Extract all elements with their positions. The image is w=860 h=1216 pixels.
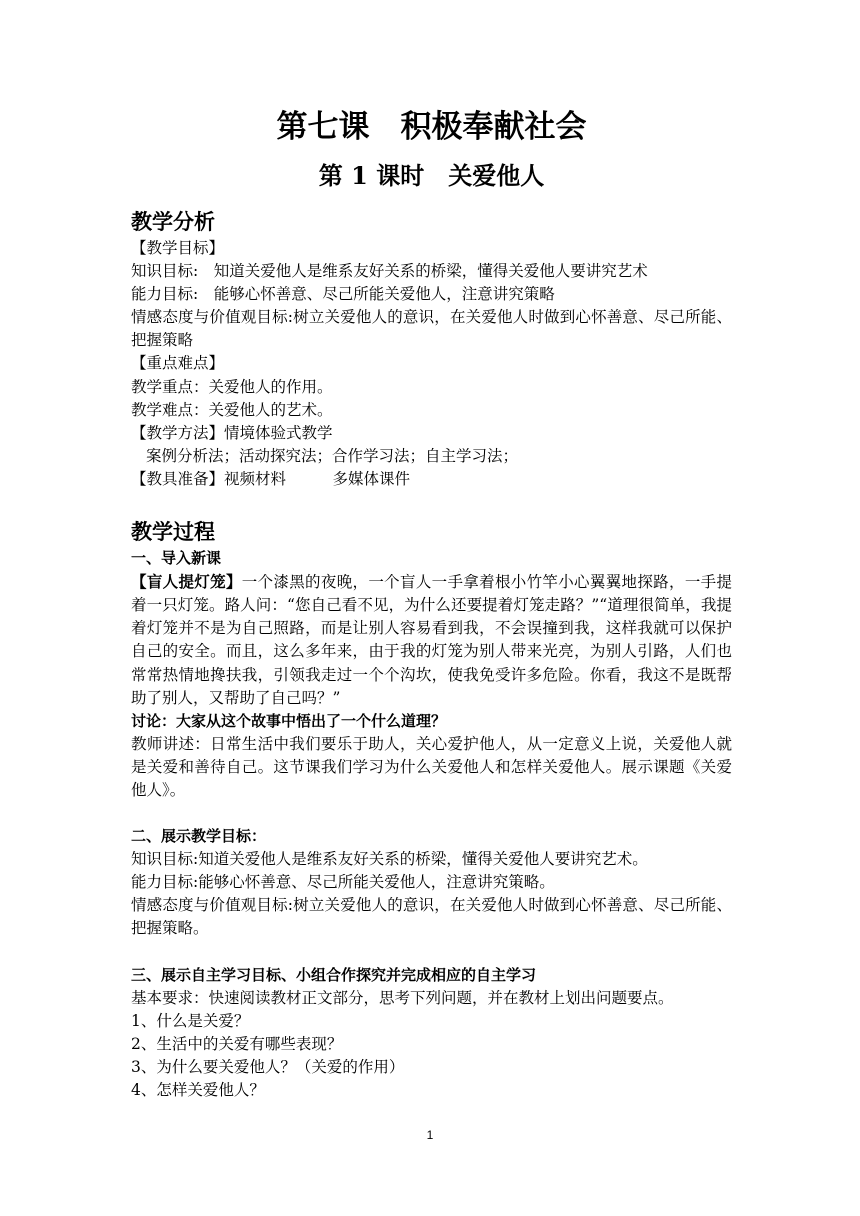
question-4: 4、怎样关爱他人？	[131, 1081, 265, 1099]
lesson-title: 第七课 积极奉献社会	[276, 109, 587, 145]
objectives-heading: 【教学目标】	[131, 239, 225, 257]
page-number: 1	[426, 1128, 434, 1142]
spacer	[131, 802, 732, 825]
step3-heading: 三、展示自主学习目标、小组合作探究并完成相应的自主学习	[131, 965, 537, 984]
lesson-subtitle: 第 1 课时 关爱他人	[318, 161, 545, 190]
ability-goal: 能力目标: 能够心怀善意、尽己所能关爱他人，注意讲究策略	[131, 285, 555, 304]
analysis-body	[131, 237, 732, 491]
key-point: 教学重点：关爱他人的作用。	[131, 377, 333, 396]
teaching-method: 【教学方法】情境体验式教学	[131, 423, 333, 442]
ability-goal-2: 能力目标:能够心怀善意、尽己所能关爱他人，注意讲究策略。	[131, 873, 555, 892]
question-2: 2、生活中的关爱有哪些表现？	[131, 1034, 343, 1053]
question-3: 3、为什么要关爱他人？（关爱的作用）	[131, 1057, 405, 1076]
section-heading-analysis: 教学分析	[131, 210, 215, 234]
story-text: 一个漆黑的夜晚，一个盲人一手拿着根小竹竿小心翼翼地探路，一手提着一只灯笼。路人问：“您自己看不见，为什么还要提着灯笼走路？”“道理很简单，我提着灯笼并不是为自己照路，而是让别人容易看到我，不会误撞到我，这样我就可以保护自己的安全。而且，这么多年来，由于我的灯笼为别人带来光亮，为别人引路，人们也常常热情地搀扶我，引领我走过一个个沟坎，使我免受许多危险。你看，我这不是既帮助了别人，又帮助了自己吗？”	[131, 573, 732, 707]
question-1: 1、什么是关爱？	[131, 1011, 250, 1030]
discussion-prompt: 讨论：大家从这个故事中悟出了一个什么道理？	[131, 711, 447, 730]
emotion-goal: 情感态度与价值观目标:树立关爱他人的意识，在关爱他人时做到心怀善意、尽己所能、把握策略	[131, 308, 732, 350]
teaching-tools: 【教具准备】视频材料 多媒体课件	[131, 469, 411, 488]
keypoints-heading: 【重点难点】	[131, 354, 225, 373]
basic-requirement: 基本要求：快速阅读教材正文部分，思考下列问题，并在教材上划出问题要点。	[131, 988, 674, 1007]
teaching-method-detail: 案例分析法；活动探究法；合作学习法；自主学习法；	[146, 446, 519, 465]
step2-heading: 二、展示教学目标：	[131, 827, 267, 846]
teacher-talk: 教师讲述：日常生活中我们要乐于助人，关心爱护他人，从一定意义上说，关爱他人就是关爱和善待自己。这节课我们学习为什么关爱他人和怎样关爱他人。展示课题《关爱他人》。	[131, 734, 732, 799]
emotion-goal-2: 情感态度与价值观目标:树立关爱他人的意识，在关爱他人时做到心怀善意、尽己所能、把握策略。	[131, 896, 732, 938]
section-heading-process: 教学过程	[131, 520, 215, 545]
knowledge-goal-2: 知识目标:知道关爱他人是维系友好关系的桥梁，懂得关爱他人要讲究艺术。	[131, 850, 648, 869]
spacer	[131, 941, 732, 964]
step1-heading: 一、导入新课	[131, 549, 222, 568]
story-paragraph	[131, 570, 732, 710]
story-label: 【盲人提灯笼】	[131, 572, 242, 592]
difficult-point: 教学难点：关爱他人的艺术。	[131, 400, 333, 419]
knowledge-goal: 知识目标: 知道关爱他人是维系友好关系的桥梁，懂得关爱他人要讲究艺术	[131, 262, 648, 281]
process-body	[131, 547, 732, 1102]
